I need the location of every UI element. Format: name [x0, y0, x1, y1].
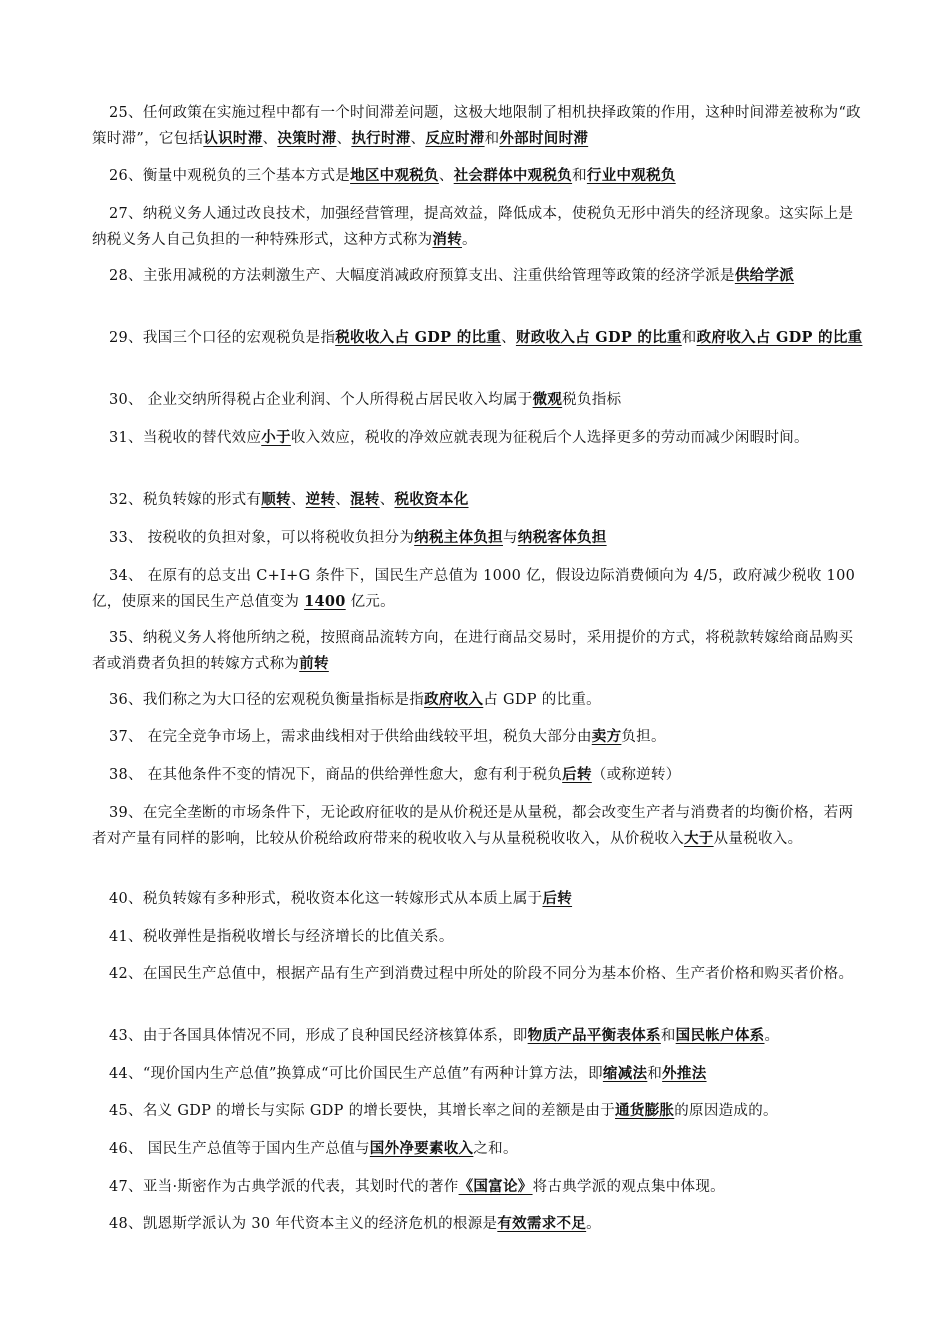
- question-text: 26、衡量中观税负的三个基本方式是: [109, 168, 351, 184]
- question-text: 44、“现价国内生产总值”换算成“可比价国民生产总值”有两种计算方法，即: [109, 1066, 603, 1082]
- question-text: 和: [484, 131, 500, 147]
- question-text: 亿元。: [345, 594, 395, 610]
- question-paragraph: [92, 263, 864, 289]
- question-text: 和: [681, 330, 697, 346]
- answer-text: 地区中观税负: [350, 167, 439, 184]
- question-paragraph: [92, 625, 864, 677]
- question-text: 33、 按税收的负担对象，可以将税收负担分为: [109, 530, 415, 546]
- question-paragraph: [92, 687, 864, 713]
- question-paragraph: [92, 1061, 864, 1087]
- question-text: 32、税负转嫁的形式有: [109, 492, 262, 508]
- answer-text: 物质产品平衡表体系: [527, 1027, 661, 1044]
- question-text: 、: [336, 131, 352, 147]
- question-text: 、: [501, 330, 516, 346]
- question-text: 30、 企业交纳所得税占企业利润、个人所得税占居民收入均属于: [109, 392, 533, 408]
- question-paragraph: [92, 201, 864, 253]
- answer-text: 卖方: [591, 728, 622, 745]
- question-text: 46、 国民生产总值等于国内生产总值与: [109, 1141, 370, 1157]
- question-text: 25、任何政策在实施过程中都有一个时间滞差问题，这极大地限制了相机抉择政策的作用，这种时间滞差被称为“政策时滞”，它包括: [92, 105, 861, 147]
- question-paragraph: [92, 1098, 864, 1124]
- question-paragraph: [92, 886, 864, 912]
- question-text: 27、纳税义务人通过改良技术，加强经营管理，提高效益，降低成本，使税负无形中消失的经济现象。这实际上是纳税义务人自己负担的一种特殊形式，这种方式称为: [92, 206, 854, 248]
- question-text: 与: [502, 530, 518, 546]
- answer-text: 1400: [304, 593, 346, 610]
- question-text: 和: [660, 1028, 676, 1044]
- question-text: 42、在国民生产总值中，根据产品有生产到消费过程中所处的阶段不同分为基本价格、生产者价格和购买者价格。: [109, 966, 854, 982]
- answer-text: 国民帐户体系: [675, 1027, 765, 1044]
- question-text: 38、 在其他条件不变的情况下，商品的供给弹性愈大，愈有利于税负: [109, 767, 563, 783]
- question-text: 、: [438, 168, 454, 184]
- question-text: 、: [379, 492, 395, 508]
- question-paragraph: [92, 100, 864, 152]
- question-paragraph: [92, 1023, 864, 1049]
- answer-text: 有效需求不足: [497, 1215, 587, 1232]
- question-text: 从量税收入。: [713, 831, 803, 847]
- question-text: 35、纳税义务人将他所纳之税，按照商品流转方向，在进行商品交易时，采用提价的方式，将税款转嫁给商品购买者或消费者负担的转嫁方式称为: [92, 630, 854, 672]
- question-text: 之和。: [473, 1141, 518, 1157]
- question-text: 占 GDP 的比重。: [483, 692, 601, 708]
- question-text: 28、主张用减税的方法刺激生产、大幅度消减政府预算支出、注重供给管理等政策的经济学派是: [109, 268, 735, 284]
- answer-text: 认识时滞: [203, 130, 263, 147]
- answer-text: 政府收入占 GDP 的比重: [696, 329, 863, 346]
- answer-text: 税收收入占 GDP 的比重: [335, 329, 502, 346]
- answer-text: 小于: [261, 429, 291, 446]
- answer-text: 后转: [562, 766, 592, 783]
- question-text: 31、当税收的替代效应: [109, 430, 262, 446]
- question-text: 36、我们称之为大口径的宏观税负衡量指标是指: [109, 692, 425, 708]
- question-text: 。: [462, 232, 477, 248]
- answer-text: 执行时滞: [351, 130, 411, 147]
- question-text: 43、由于各国具体情况不同，形成了良种国民经济核算体系，即: [109, 1028, 528, 1044]
- answer-text: 决策时滞: [277, 130, 337, 147]
- answer-text: 供给学派: [734, 267, 795, 284]
- question-text: （或称逆转）: [591, 767, 681, 783]
- question-text: 税负指标: [562, 392, 622, 408]
- answer-text: 社会群体中观税负: [453, 167, 573, 184]
- answer-text: 逆转: [305, 491, 336, 508]
- question-text: 29、我国三个口径的宏观税负是指: [109, 330, 336, 346]
- question-text: 和: [572, 168, 587, 184]
- answer-text: 《国富论》: [458, 1178, 533, 1195]
- question-text: 34、 在原有的总支出 C+I+G 条件下，国民生产总值为 1000 亿，假设边际消费倾向为 4/5，政府减少税收 100 亿，使原来的国民生产总值变为: [92, 568, 856, 610]
- answer-text: 大于: [684, 830, 714, 847]
- question-text: 、: [262, 131, 278, 147]
- answer-text: 反应时滞: [425, 130, 485, 147]
- question-paragraph: [92, 325, 864, 351]
- question-text: 47、亚当·斯密作为古典学派的代表，其划时代的著作: [109, 1179, 459, 1195]
- question-paragraph: [92, 487, 864, 513]
- question-paragraph: [92, 1211, 864, 1237]
- question-text: 的原因造成的。: [674, 1103, 778, 1119]
- question-text: 负担。: [621, 729, 666, 745]
- answer-text: 混转: [350, 491, 380, 508]
- answer-text: 微观: [532, 391, 563, 408]
- question-text: 45、名义 GDP 的增长与实际 GDP 的增长要快，其增长率之间的差额是由于: [109, 1103, 616, 1119]
- question-paragraph: [92, 1174, 864, 1200]
- answer-text: 财政收入占 GDP 的比重: [515, 329, 682, 346]
- answer-text: 顺转: [261, 491, 291, 508]
- question-text: 、: [335, 492, 351, 508]
- question-text: 将古典学派的观点集中体现。: [532, 1179, 725, 1195]
- answer-text: 税收资本化: [394, 491, 469, 508]
- answer-text: 政府收入: [424, 691, 484, 708]
- question-text: 37、 在完全竞争市场上，需求曲线相对于供给曲线较平坦，税负大部分由: [109, 729, 592, 745]
- question-text: 39、在完全垄断的市场条件下，无论政府征收的是从价税还是从量税，都会改变生产者与消费者的均衡价格，若两者对产量有同样的影响，比较从价税给政府带来的税收收入与从量税税收收入，从价税收入: [92, 805, 854, 847]
- question-text: 收入效应，税收的净效应就表现为征税后个人选择更多的劳动而减少闲暇时间。: [290, 430, 809, 446]
- question-paragraph: [92, 163, 864, 189]
- question-paragraph: [92, 924, 864, 950]
- question-text: 。: [586, 1216, 601, 1232]
- question-paragraph: [92, 563, 864, 615]
- answer-text: 行业中观税负: [586, 167, 676, 184]
- answer-text: 外部时间时滞: [499, 130, 589, 147]
- question-text: 48、凯恩斯学派认为 30 年代资本主义的经济危机的根源是: [109, 1216, 498, 1232]
- answer-text: 纳税客体负担: [517, 529, 607, 546]
- question-text: 和: [647, 1066, 663, 1082]
- answer-text: 消转: [432, 231, 463, 248]
- question-text: 。: [764, 1028, 780, 1044]
- answer-text: 纳税主体负担: [414, 529, 503, 546]
- question-paragraph: [92, 724, 864, 750]
- answer-text: 前转: [299, 655, 329, 672]
- answer-text: 缩减法: [602, 1065, 648, 1082]
- answer-text: 国外净要素收入: [369, 1140, 474, 1157]
- question-text: 40、税负转嫁有多种形式，税收资本化这一转嫁形式从本质上属于: [109, 891, 543, 907]
- question-text: 、: [410, 131, 426, 147]
- answer-text: 通货膨胀: [615, 1102, 675, 1119]
- answer-text: 后转: [542, 890, 573, 907]
- question-paragraph: [92, 762, 864, 788]
- question-text: 41、税收弹性是指税收增长与经济增长的比值关系。: [109, 929, 454, 945]
- question-paragraph: [92, 1136, 864, 1162]
- question-paragraph: [92, 961, 864, 987]
- question-paragraph: [92, 425, 864, 451]
- question-paragraph: [92, 800, 864, 852]
- question-paragraph: [92, 387, 864, 413]
- answer-text: 外推法: [662, 1065, 707, 1082]
- question-text: 、: [290, 492, 306, 508]
- question-paragraph: [92, 525, 864, 551]
